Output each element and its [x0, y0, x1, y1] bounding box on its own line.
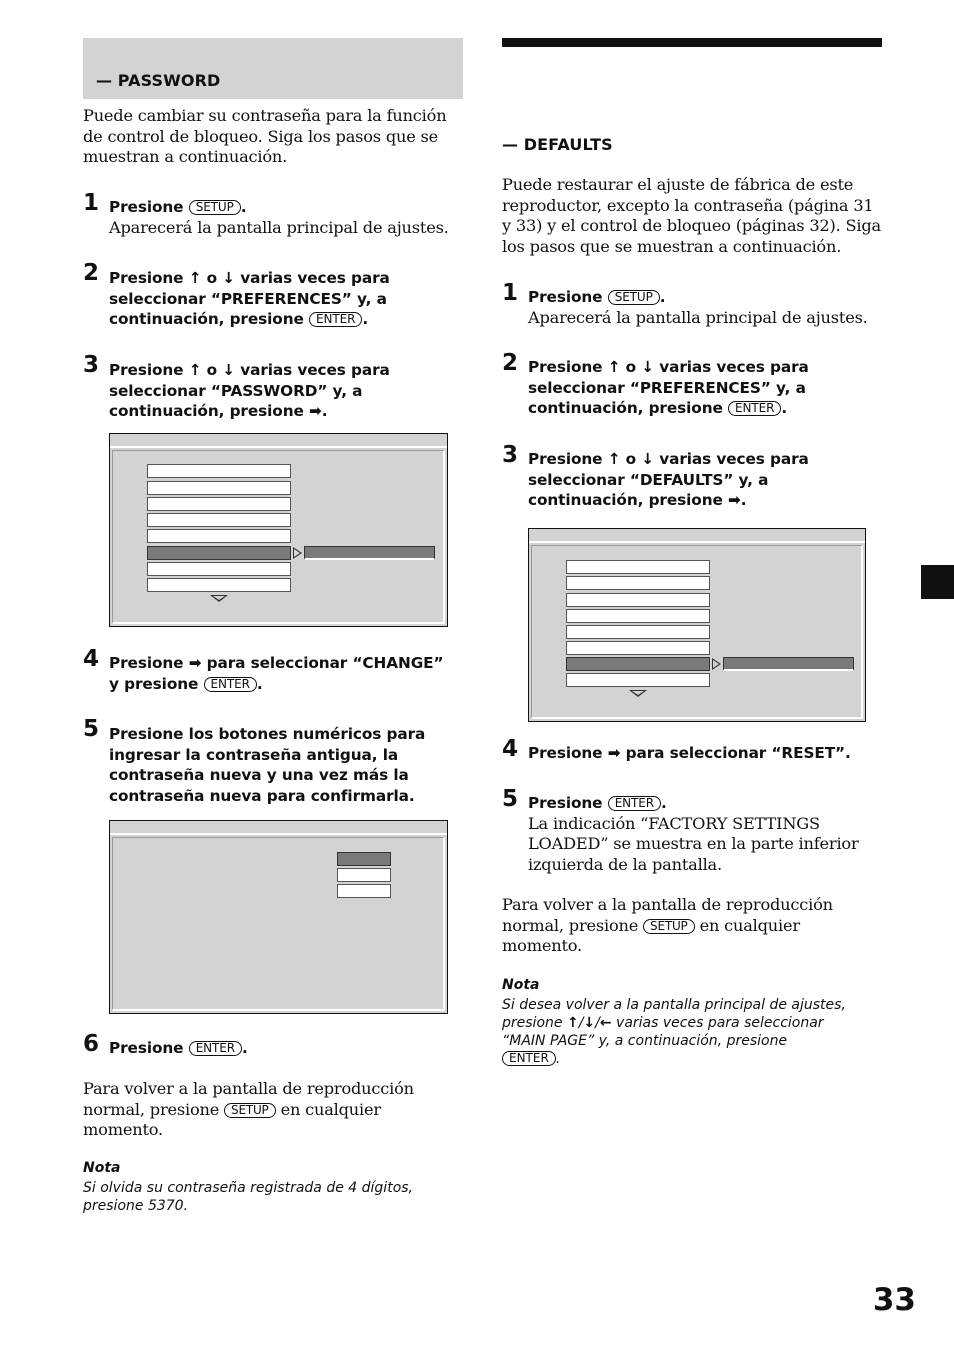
pointer-right-icon [293, 547, 302, 559]
punct: . [661, 794, 667, 812]
up-arrow-icon: ↑ [566, 1015, 579, 1031]
setup-key: SETUP [643, 919, 695, 934]
section-title-defaults: — DEFAULTS [502, 135, 613, 154]
step-sub-text: izquierda de la pantalla. [528, 854, 722, 874]
step-text-pre: Presione [109, 198, 184, 216]
text: Presione [528, 450, 603, 468]
password-field-selected [337, 852, 391, 866]
intro-paragraph: Puede restaurar el ajuste de fábrica de este reproductor, excepto la contraseña (página 31 y 33) y el control de bloqueo (páginas 32). Siga los pasos que se muestran a continuación. [502, 175, 882, 256]
note-heading: Nota [502, 977, 540, 993]
menu-item [147, 562, 291, 576]
menu-item [147, 481, 291, 495]
scroll-down-icon [629, 690, 647, 697]
pointer-right-icon [712, 658, 721, 670]
text: o [625, 358, 637, 376]
step-5-text [109, 724, 463, 806]
text: contraseña nueva y una vez más la [109, 766, 409, 784]
step-sub-text: LOADED” se muestra en la parte inferior [528, 834, 859, 853]
step-2-text [528, 357, 882, 419]
intro-paragraph: Puede cambiar su contraseña para la función de control de bloqueo. Siga los pasos que se muestran a continuación. [83, 106, 447, 166]
right-arrow-icon: ➡ [188, 654, 202, 672]
text: en cualquier [699, 915, 800, 935]
setup-screen-mockup [528, 528, 866, 722]
text: varias veces para [659, 450, 809, 468]
text: continuación, presione [109, 402, 304, 420]
text: Presione [109, 361, 184, 379]
menu-item [566, 576, 710, 590]
text: continuación, presione [528, 399, 723, 417]
step-1-text [528, 287, 882, 328]
up-arrow-icon: ↑ [607, 450, 621, 468]
submenu-bar [304, 546, 435, 560]
enter-key: ENTER [502, 1051, 556, 1066]
password-field [337, 868, 391, 882]
menu-item [566, 560, 710, 574]
text: contraseña nueva para confirmarla. [109, 786, 415, 805]
step-number: 5 [83, 716, 100, 742]
step-number: 3 [502, 442, 519, 468]
step-number: 1 [83, 190, 100, 216]
down-arrow-icon: ↓ [222, 269, 236, 287]
step-3-text [528, 449, 882, 511]
text: varias veces para seleccionar [616, 1015, 824, 1031]
right-arrow-icon: ➡ [728, 491, 741, 509]
text: seleccionar “PREFERENCES” y, a [109, 289, 387, 308]
text: para seleccionar “CHANGE” [206, 654, 444, 672]
step-number: 5 [502, 786, 519, 812]
step-6-text [109, 1038, 463, 1059]
text: Presione [109, 654, 184, 672]
password-field [337, 884, 391, 898]
step-number: 2 [502, 350, 519, 376]
left-arrow-icon: ← [599, 1015, 612, 1031]
text: Presione [528, 794, 603, 812]
submenu-bar [723, 657, 854, 671]
step-4-text [109, 653, 463, 694]
enter-key: ENTER [608, 796, 661, 811]
chapter-tab-marker [921, 565, 954, 599]
text: varias veces para [659, 358, 809, 376]
text: ingresar la contraseña antigua, la [109, 745, 399, 764]
enter-key: ENTER [728, 401, 781, 416]
text: Presione los botones numéricos para [109, 725, 426, 743]
page-number: 33 [872, 1282, 916, 1318]
text: normal, presione [502, 915, 639, 935]
enter-key: ENTER [204, 677, 257, 692]
text: Presione [528, 358, 603, 376]
text: para seleccionar “RESET”. [625, 744, 851, 762]
punct: . [242, 1039, 248, 1057]
text: momento. [83, 1120, 163, 1139]
text: seleccionar “DEFAULTS” y, a [528, 470, 769, 489]
menu-item [147, 529, 291, 543]
screen-title-bar [110, 434, 447, 448]
step-3-text [109, 360, 463, 422]
menu-item-selected [566, 657, 710, 671]
right-arrow-icon: ➡ [309, 402, 322, 420]
text: varias veces para [240, 361, 390, 379]
step-number: 2 [83, 260, 100, 286]
menu-item [147, 513, 291, 527]
setup-screen-mockup [109, 433, 448, 627]
text: Presione [528, 288, 603, 306]
enter-key: ENTER [189, 1041, 242, 1056]
note-heading: Nota [83, 1160, 121, 1176]
down-arrow-icon: ↓ [583, 1015, 596, 1031]
punct: . [659, 288, 666, 306]
step-number: 4 [83, 646, 100, 672]
down-arrow-icon: ↓ [641, 358, 655, 376]
up-arrow-icon: ↑ [188, 269, 202, 287]
step-number: 4 [502, 736, 519, 762]
punct: . [321, 402, 328, 420]
text: seleccionar “PASSWORD” y, a [109, 381, 363, 400]
text: Presione [109, 269, 184, 287]
text: y presione [109, 674, 199, 693]
menu-item [147, 578, 291, 592]
step-number: 6 [83, 1031, 100, 1057]
scroll-down-icon [210, 595, 228, 602]
menu-item [566, 625, 710, 639]
menu-item-selected [147, 546, 291, 560]
punct: . [256, 674, 263, 693]
step-4-text [528, 743, 882, 764]
screen-body [112, 837, 445, 1011]
text: continuación, presione [109, 310, 304, 328]
text: Presione [109, 1039, 184, 1057]
text: seleccionar “PREFERENCES” y, a [528, 378, 806, 397]
text: o [625, 450, 637, 468]
step-2-text [109, 268, 463, 330]
text: Si olvida su contraseña registrada de 4 dígitos, [83, 1180, 413, 1196]
text: Para volver a la pantalla de reproducción [502, 895, 833, 914]
enter-key: ENTER [309, 312, 362, 327]
text: o [206, 361, 218, 379]
step-5-text [528, 793, 882, 875]
setup-key: SETUP [189, 200, 241, 215]
step-number: 3 [83, 352, 100, 378]
down-arrow-icon: ↓ [641, 450, 655, 468]
step-sub-text: La indicación “FACTORY SETTINGS [528, 813, 820, 833]
step-number: 1 [502, 280, 519, 306]
note-body [83, 1179, 463, 1215]
right-arrow-icon: ➡ [607, 744, 621, 762]
screen-title-bar [529, 529, 865, 543]
step-sub-text: Aparecerá la pantalla principal de ajustes. [109, 217, 449, 237]
punct: . [362, 310, 369, 328]
section-rule [502, 38, 882, 47]
menu-item [566, 609, 710, 623]
text: presione [502, 1015, 563, 1031]
text: normal, presione [83, 1099, 220, 1119]
text: Presione [528, 744, 603, 762]
text: en cualquier [280, 1099, 381, 1119]
menu-item [147, 464, 291, 478]
punct: . [555, 1051, 561, 1067]
note-body: Si desea volver a la pantalla principal de ajustes, presione ↑/↓/← varias veces para seleccionar “MAIN PAGE” y, a continuación, presione ENTER . [502, 997, 846, 1067]
menu-item [566, 673, 710, 687]
menu-item [566, 641, 710, 655]
text: Si desea volver a la pantalla principal de ajustes, [502, 997, 846, 1013]
punct: . [240, 198, 247, 216]
text: presione 5370. [83, 1198, 189, 1214]
section-title-password: — PASSWORD [96, 71, 221, 90]
text: momento. [502, 936, 582, 955]
punct: . [740, 491, 747, 509]
text: “MAIN PAGE” y, a continuación, presione [502, 1033, 788, 1049]
text: o [206, 269, 218, 287]
step-sub-text: Aparecerá la pantalla principal de ajustes. [528, 307, 868, 327]
screen-title-bar [110, 821, 447, 835]
setup-key: SETUP [224, 1103, 276, 1118]
step-1-text [109, 197, 463, 238]
text: Para volver a la pantalla de reproducción [83, 1079, 414, 1098]
up-arrow-icon: ↑ [188, 361, 202, 379]
setup-key: SETUP [608, 290, 660, 305]
outro-paragraph [83, 1079, 463, 1141]
menu-item [566, 593, 710, 607]
password-screen-mockup [109, 820, 448, 1014]
up-arrow-icon: ↑ [607, 358, 621, 376]
punct: . [781, 399, 788, 417]
outro-paragraph [502, 895, 882, 957]
text: continuación, presione [528, 491, 723, 509]
text: varias veces para [240, 269, 390, 287]
menu-item [147, 497, 291, 511]
down-arrow-icon: ↓ [222, 361, 236, 379]
